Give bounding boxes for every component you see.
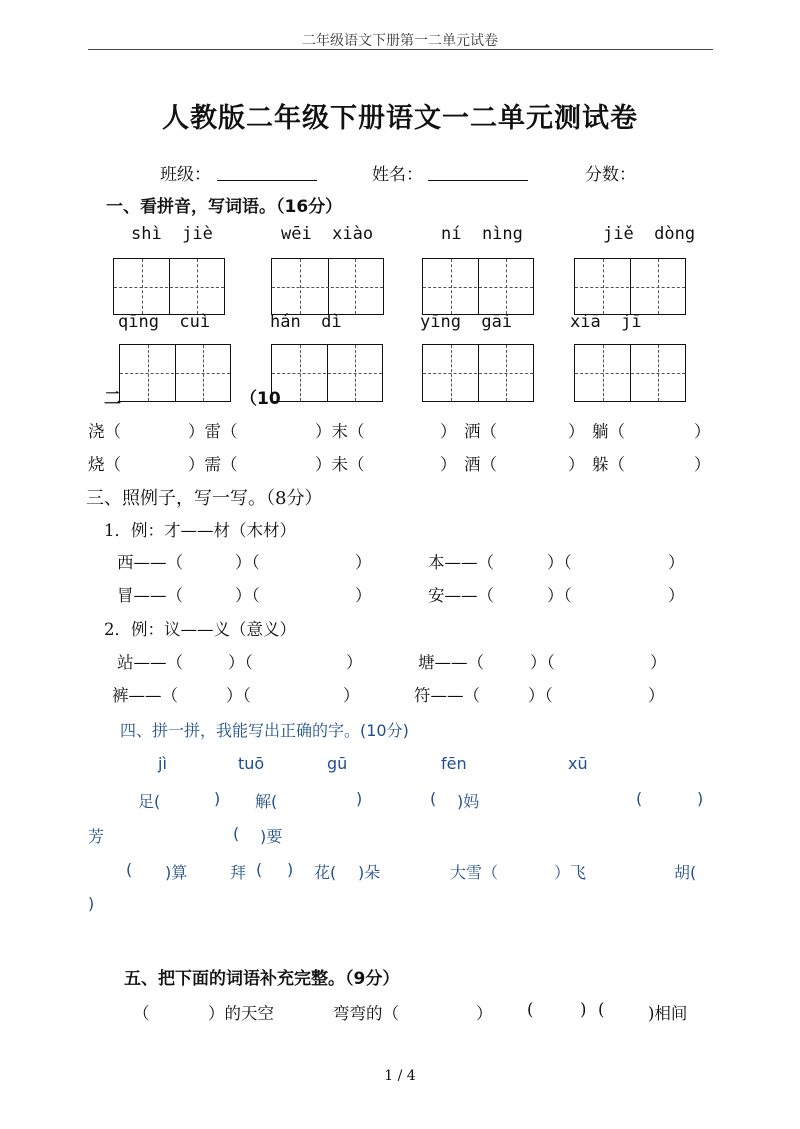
header-divider — [88, 49, 713, 50]
writing-grid[interactable] — [422, 344, 534, 402]
s3a-r1-c5: ）（ — [547, 553, 572, 572]
section3-example1: 1．例：才——材（木材） — [104, 521, 296, 540]
s4-l3-10: 胡( — [674, 863, 697, 882]
s2-r2-c7: 躲（ — [592, 455, 625, 474]
s4-l3-5: ) — [287, 860, 294, 879]
score-label: 分数： — [585, 165, 636, 185]
section3-heading: 三、照例子，写一写。（8分） — [86, 488, 323, 509]
s3a-r1-c2: ）（ — [235, 553, 260, 572]
pinyin-2-3: yīng gāi — [420, 312, 513, 332]
pinyin-2-2: hán dì — [270, 312, 342, 332]
section5-heading: 五、把下面的词语补充完整。（9分） — [124, 969, 400, 989]
s4-pinyin-3: gū — [327, 754, 348, 773]
s4-l2-1: 芳 — [88, 827, 105, 846]
s3a-r1-c4: 本——（ — [428, 553, 494, 572]
s4-l1-7: ( — [636, 789, 643, 808]
s4-pinyin-1: jì — [158, 754, 167, 773]
s4-l1-2: ) — [214, 789, 221, 808]
pinyin-1-4: jiě dòng — [603, 224, 696, 244]
s2-r2-c8: ） — [694, 455, 711, 474]
s2-r1-c3: ）末（ — [315, 422, 365, 441]
s4-l1-1: 足( — [138, 792, 161, 811]
s3b-r2-c6: ） — [648, 686, 665, 705]
s4-l3-1: ( — [126, 860, 133, 879]
running-header: 二年级语文下册第一二单元试卷 — [302, 33, 498, 49]
s4-pinyin-2: tuō — [238, 754, 265, 773]
s5-6: ) — [580, 1000, 587, 1019]
s3a-r2-c1: 冒——（ — [117, 586, 183, 605]
s4-l3-4: ( — [256, 860, 263, 879]
pinyin-2-1: qīng cuì — [118, 312, 211, 332]
s4-l1-6: )妈 — [457, 792, 480, 811]
writing-grid[interactable] — [422, 258, 534, 315]
s4-l3-3: 拜 — [230, 863, 247, 882]
s3b-r1-c5: ）（ — [530, 653, 555, 672]
s2-r2-c1: 烧（ — [88, 455, 121, 474]
section1-heading: 一、看拼音，写词语。（16分） — [106, 197, 343, 217]
s3a-r2-c5: ）（ — [547, 586, 572, 605]
s3b-r2-c3: ） — [343, 686, 360, 705]
writing-grid[interactable] — [574, 344, 686, 402]
writing-grid[interactable] — [271, 258, 384, 315]
s5-7: ( — [598, 1000, 605, 1019]
s5-1: （ — [133, 1004, 150, 1023]
s4-l3-7: )朵 — [358, 863, 381, 882]
s2-r1-c7: 躺（ — [592, 422, 625, 441]
s2-r2-c5: 酒（ — [464, 455, 497, 474]
s4-pinyin-4: fēn — [441, 754, 467, 773]
class-field[interactable] — [217, 180, 317, 181]
s3b-r2-c5: ）（ — [528, 686, 553, 705]
s3a-r2-c4: 安——（ — [428, 586, 494, 605]
s3b-r1-c3: ） — [346, 653, 363, 672]
s4-l1-8: ) — [697, 789, 704, 808]
s4-pinyin-5: xū — [568, 754, 588, 773]
s4-l3-6: 花( — [314, 863, 337, 882]
s4-l1-4: ) — [356, 789, 363, 808]
s2-r1-c8: ） — [694, 422, 711, 441]
s3b-r1-c1: 站——（ — [117, 653, 183, 672]
s3b-r1-c6: ） — [650, 653, 667, 672]
s2-r2-c3: ）未（ — [315, 455, 365, 474]
s3b-r2-c1: 裤——（ — [112, 686, 178, 705]
name-label: 姓名： — [372, 165, 423, 185]
page-number: 1 / 4 — [384, 1068, 416, 1084]
s2-r2-c6: ） — [568, 455, 585, 474]
writing-grid[interactable] — [113, 258, 225, 315]
s5-4: ） — [476, 1004, 493, 1023]
s3a-r2-c2: ）（ — [235, 586, 260, 605]
s2-r2-c2: ）需（ — [188, 455, 238, 474]
writing-grid[interactable] — [271, 344, 383, 402]
writing-grid[interactable] — [119, 344, 231, 402]
s4-l3-2: )算 — [165, 863, 188, 882]
s4-l2-3: )要 — [260, 827, 283, 846]
s2-r1-c5: 洒（ — [464, 422, 497, 441]
s2-r2-c4: ） — [440, 455, 457, 474]
s2-r1-c2: ）雷（ — [188, 422, 238, 441]
page-title: 人教版二年级下册语文一二单元测试卷 — [162, 103, 638, 134]
s3a-r1-c6: ） — [668, 553, 685, 572]
class-label: 班级： — [160, 165, 211, 185]
s3a-r2-c3: ） — [355, 586, 372, 605]
s4-l1-3: 解( — [255, 792, 278, 811]
s3b-r2-c4: 符——（ — [414, 686, 480, 705]
s2-r1-c6: ） — [568, 422, 585, 441]
s2-r1-c1: 浇（ — [88, 422, 121, 441]
pinyin-2-4: xiā jī — [570, 312, 642, 332]
section2-heading-fragment: 二 — [104, 389, 121, 409]
s5-3: 弯弯的（ — [333, 1004, 399, 1023]
s3a-r1-c1: 西——（ — [117, 553, 183, 572]
section4-heading: 四、拼一拼，我能写出正确的字。(10分) — [120, 721, 409, 740]
s4-l3-8: 大雪（ — [450, 863, 499, 882]
s4-l1-5: ( — [430, 789, 437, 808]
s3a-r2-c6: ） — [668, 586, 685, 605]
s3b-r1-c2: ）（ — [228, 653, 253, 672]
s5-2: ）的天空 — [208, 1004, 274, 1023]
s3a-r1-c3: ） — [355, 553, 372, 572]
s5-8: )相间 — [648, 1004, 688, 1023]
writing-grid[interactable] — [574, 258, 686, 315]
name-field[interactable] — [428, 180, 528, 181]
pinyin-1-1: shì jiè — [131, 224, 213, 244]
section3-example2: 2．例：议——义（意义） — [104, 620, 296, 639]
s3b-r2-c2: ）（ — [226, 686, 251, 705]
s2-r1-c4: ） — [440, 422, 457, 441]
section2-score-fragment: （10 — [240, 389, 281, 409]
s4-l3-9: ）飞 — [554, 863, 587, 882]
s3b-r1-c4: 塘——（ — [418, 653, 484, 672]
pinyin-1-3: ní nìng — [441, 224, 523, 244]
pinyin-1-2: wēi xiào — [281, 224, 374, 244]
s4-l2-2: ( — [233, 824, 240, 843]
s5-5: ( — [527, 1000, 534, 1019]
s4-l4-1: ) — [88, 894, 95, 913]
